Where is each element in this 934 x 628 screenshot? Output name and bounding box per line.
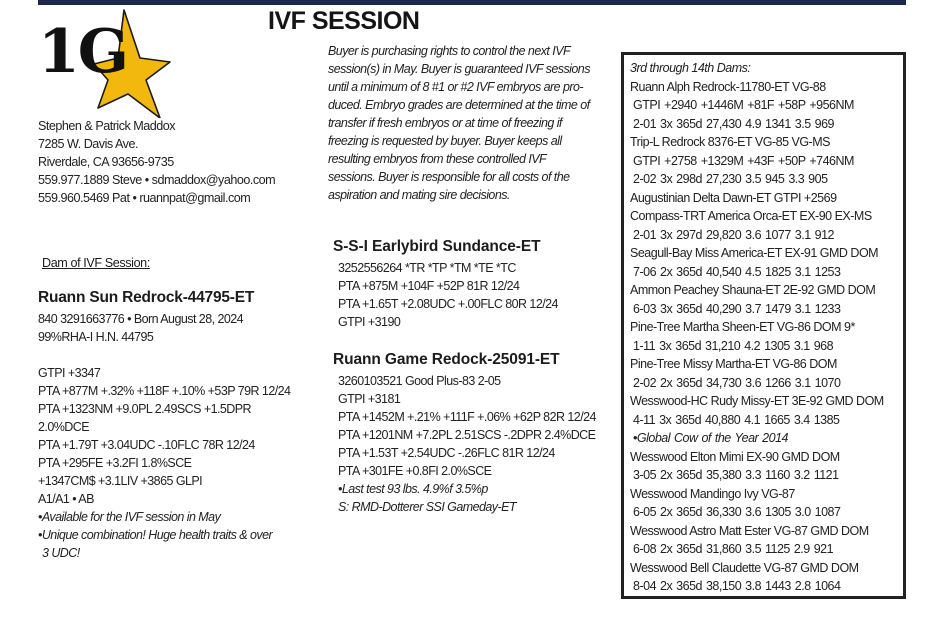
dam-ancestor-name: Compass-TRT America Orca-ET EX-90 EX-MS xyxy=(630,209,872,223)
second-dam-line: PTA +301FE +0.8FI 2.0%SCE xyxy=(338,464,492,478)
description-line: freezing is requested by buyer. Buyer keeps all xyxy=(328,134,562,148)
description-line: transfer if fresh embryos or at time of freezing if xyxy=(328,116,562,130)
contact-address2: Riverdale, CA 93656-9735 xyxy=(38,155,174,169)
dam-note: •Unique combination! Huge health traits & over xyxy=(38,528,273,542)
description-line: Buyer is purchasing rights to control the next IVF xyxy=(328,44,571,58)
dam-ancestor-name: Pine-Tree Martha Sheen-ET VG-86 DOM 9* xyxy=(630,320,855,334)
second-dam-line: 3260103521 Good Plus-83 2-05 xyxy=(338,374,501,388)
dam-line: 99%RHA-I H.N. 44795 xyxy=(38,330,154,344)
dam-ancestor-record: 7-06 2x 365d 40,540 4.5 1825 3.1 1253 xyxy=(633,264,841,279)
dam-ancestor-note: •Global Cow of the Year 2014 xyxy=(633,431,788,445)
dam-line: +1347CM$ +3.1LIV +3865 GLPI xyxy=(38,474,203,488)
contact-address1: 7285 W. Davis Ave. xyxy=(38,137,138,151)
sire-details xyxy=(338,259,558,331)
dam-ancestor-name: Wesswood Bell Claudette VG-87 GMD DOM xyxy=(630,560,859,575)
dam-details xyxy=(38,310,290,562)
dam-line: PTA +1323NM +9.0PL 2.49SCS +1.5DPR xyxy=(38,402,252,416)
dam-ancestor-record: 2-01 3x 365d 27,430 4.9 1341 3.5 969 xyxy=(633,116,834,131)
dam-line: 2.0%DCE xyxy=(38,420,90,434)
dam-ancestor-name: Pine-Tree Missy Martha-ET VG-86 DOM xyxy=(630,357,837,371)
sire-line: GTPI +3190 xyxy=(338,315,401,329)
dam-line: PTA +295FE +3.2FI 1.8%SCE xyxy=(38,456,192,470)
dam-ancestor-record: 2-01 3x 297d 29,820 3.6 1077 3.1 912 xyxy=(633,227,834,242)
dam-ancestor-name: Wesswood-HC Rudy Missy-ET 3E-92 GMD DOM xyxy=(630,394,884,408)
dam-ancestor-record: 8-04 2x 365d 38,150 3.8 1443 2.8 1064 xyxy=(633,579,841,593)
dam-ancestor-record: 4-11 3x 365d 40,880 4.1 1665 3.4 1385 xyxy=(633,412,840,427)
contact-names: Stephen & Patrick Maddox xyxy=(38,119,176,133)
dams-header: 3rd through 14th Dams: xyxy=(630,61,751,75)
second-dam-line: GTPI +3181 xyxy=(338,392,401,406)
dam-note: 3 UDC! xyxy=(42,546,80,560)
description-line: session(s) in May. Buyer is guaranteed IVF sessions xyxy=(328,62,590,76)
second-dam-details xyxy=(338,372,596,516)
sire-line: PTA +1.65T +2.08UDC +.00FLC 80R 12/24 xyxy=(338,297,558,311)
dam-ancestor-record: 3-05 2x 365d 35,380 3.3 1160 3.2 1121 xyxy=(633,468,839,482)
dam-ancestor-record: 2-02 3x 298d 27,230 3.5 945 3.3 905 xyxy=(633,172,828,186)
second-dam-note: •Last test 93 lbs. 4.9%f 3.5%p xyxy=(338,482,488,496)
dam-ancestor-record: 6-05 2x 365d 36,330 3.6 1305 3.0 1087 xyxy=(633,505,841,519)
logo-text: 1G xyxy=(38,17,127,87)
description-line: until a minimum of 8 #1 or #2 IVF embryos are pro- xyxy=(328,80,584,94)
second-dam-line: PTA +1452M +.21% +111F +.06% +62P 82R 12/24 xyxy=(338,410,596,424)
logo xyxy=(36,8,171,118)
dam-ancestor-record: 6-08 2x 365d 31,860 3.5 1125 2.9 921 xyxy=(633,542,834,556)
description-line: aspiration and mating sire decisions. xyxy=(328,188,510,202)
dam-name: Ruann Sun Redrock-44795-ET xyxy=(38,289,255,306)
dam-ancestor-record: 6-03 3x 365d 40,290 3.7 1479 3.1 1233 xyxy=(633,301,841,316)
description-line: sessions. Buyer is responsible for all costs of the xyxy=(328,170,570,184)
contact-block xyxy=(38,117,275,207)
sire-line: PTA +875M +104F +52P 81R 12/24 xyxy=(338,279,520,293)
top-accent-bar xyxy=(38,0,906,5)
page-title: IVF SESSION xyxy=(268,7,420,35)
dam-ancestor-name: Ruann Alph Redrock-11780-ET VG-88 xyxy=(630,79,826,94)
dam-ancestor-record: 1-11 3x 365d 31,210 4.2 1305 3.1 968 xyxy=(633,338,834,353)
dam-ancestor-name: Wesswood Mandingo Ivy VG-87 xyxy=(630,486,795,501)
sire-name: S-S-I Earlybird Sundance-ET xyxy=(333,238,541,255)
description-line: duced. Embryo grades are determined at the time of xyxy=(328,98,590,112)
sire-line: 3252556264 *TR *TP *TM *TE *TC xyxy=(338,261,516,275)
dam-line: GTPI +3347 xyxy=(38,366,101,380)
dam-ancestor-name: Augustinian Delta Dawn-ET GTPI +2569 xyxy=(630,190,837,205)
dam-ancestor-record: GTPI +2758 +1329M +43F +50P +746NM xyxy=(633,153,854,168)
second-dam-note: S: RMD-Dotterer SSI Gameday-ET xyxy=(338,500,516,514)
ancestor-dams-list xyxy=(630,59,884,596)
dam-section-header: Dam of IVF Session: xyxy=(42,256,150,270)
dam-line: PTA +1.79T +3.04UDC -.10FLC 78R 12/24 xyxy=(38,438,255,452)
session-description xyxy=(328,42,620,204)
dam-line: PTA +877M +.32% +118F +.10% +53P 79R 12/24 xyxy=(38,384,291,398)
second-dam-line: PTA +1201NM +7.2PL 2.51SCS -.2DPR 2.4%DCE xyxy=(338,428,596,442)
dam-ancestor-name: Trip-L Redrock 8376-ET VG-85 VG-MS xyxy=(630,135,830,149)
second-dam-line: PTA +1.53T +2.54UDC -.26FLC 81R 12/24 xyxy=(338,446,555,460)
second-dam-name: Ruann Game Redock-25091-ET xyxy=(333,351,560,368)
dam-ancestor-record: GTPI +2940 +1446M +81F +58P +956NM xyxy=(633,98,854,112)
dam-line: A1/A1 • AB xyxy=(38,492,94,506)
dam-ancestor-record: 2-02 2x 365d 34,730 3.6 1266 3.1 1070 xyxy=(633,375,841,390)
dam-ancestor-name: Wesswood Astro Matt Ester VG-87 GMD DOM xyxy=(630,523,869,538)
dam-note: •Available for the IVF session in May xyxy=(38,510,221,524)
description-line: resulting embryos from these controlled IVF xyxy=(328,152,547,166)
contact-phone-steve: 559.977.1889 Steve • sdmaddox@yahoo.com xyxy=(38,173,276,187)
contact-phone-pat: 559.960.5469 Pat • ruannpat@gmail.com xyxy=(38,191,251,205)
dam-line: 840 3291663776 • Born August 28, 2024 xyxy=(38,312,244,326)
dam-ancestor-name: Ammon Peachey Shauna-ET 2E-92 GMD DOM xyxy=(630,283,876,297)
dam-ancestor-name: Seagull-Bay Miss America-ET EX-91 GMD DOM xyxy=(630,246,879,260)
dam-ancestor-name: Wesswood Elton Mimi EX-90 GMD DOM xyxy=(630,449,840,464)
